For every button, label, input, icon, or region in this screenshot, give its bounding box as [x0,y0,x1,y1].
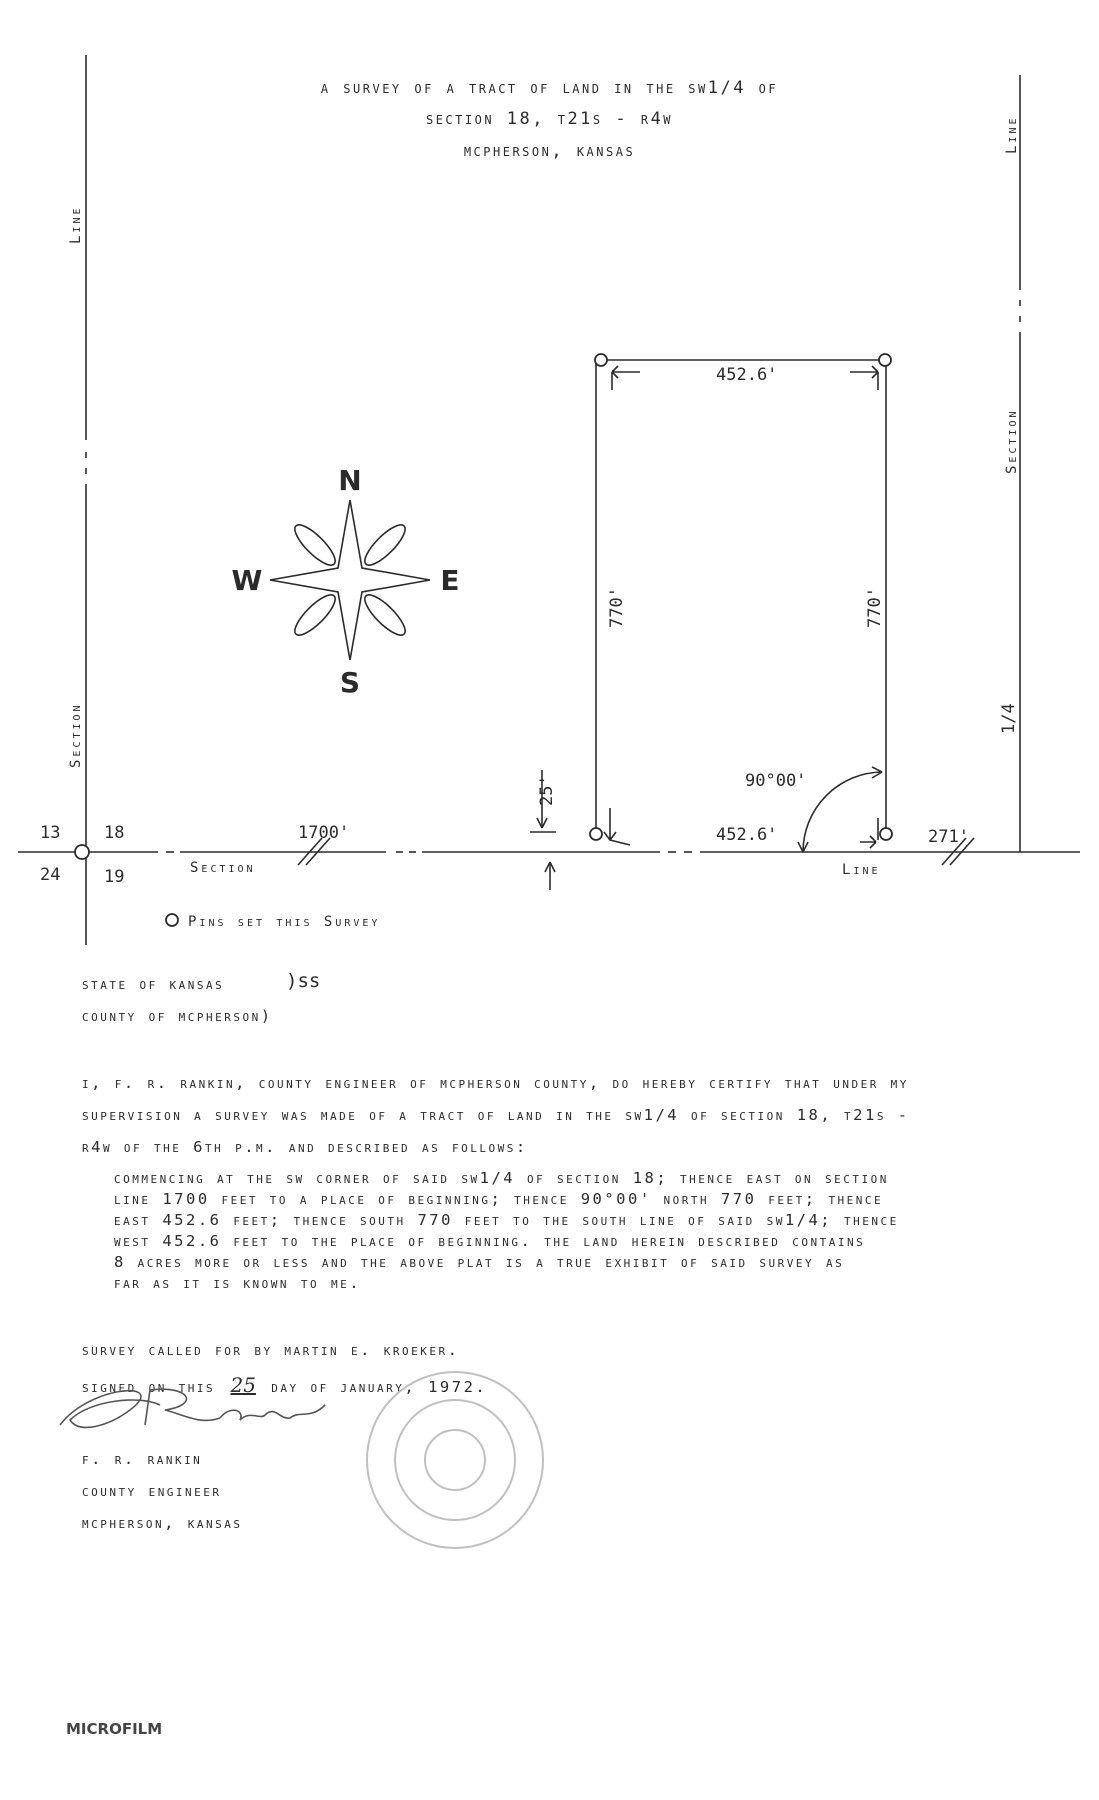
offset-dimension: 25' [537,775,557,806]
distance-1700: 1700' [298,823,350,843]
section-18: 18 [104,823,125,843]
venue-ss: )ss [286,970,321,992]
signed-day: 25 [230,1373,256,1397]
seal-icon [360,1365,550,1555]
section-24: 24 [40,865,61,885]
legend-label: Pins set this Survey [188,914,381,930]
west-dimension: 770' [607,587,627,628]
section-13: 13 [40,823,61,843]
section-19: 19 [104,867,125,887]
legend-pin-icon [166,914,178,926]
cert-line-2: supervision a survey was made of a tract of land in the sw1/4 of section 18, t21s - [82,1106,910,1124]
called-for: survey called for by martin e. kroeker. [82,1341,460,1359]
compass-w: W [231,564,263,597]
right-line-label: Line [1004,115,1020,154]
corner-arrow-sw [604,808,630,845]
compass-n: N [338,464,362,497]
distance-271: 271' [928,827,969,847]
signature-icon [50,1380,340,1440]
bottom-dimension: 452.6' [716,825,778,845]
desc-line-6: far as it is known to me. [114,1274,362,1292]
cert-line-1: i, f. r. rankin, county engineer of mcpherson county, do hereby certify that under my [82,1074,909,1092]
pin-ne-icon [879,354,891,366]
right-section-label: Section [1004,408,1020,474]
corner-arrow-se [860,818,878,848]
desc-line-2: line 1700 feet to a place of beginning; thence 90°00' north 770 feet; thence [114,1190,884,1208]
left-line-label: Line [68,205,84,244]
signer-name: f. r. rankin [82,1450,203,1468]
angle-arc [803,772,882,852]
signed-prefix: signed on this [82,1378,216,1396]
corner-arrow-ne [850,366,878,390]
venue-state: state of kansas [82,975,225,993]
compass-e: E [440,564,460,597]
title-line-1: a survey of a tract of land in the sw1/4 of [320,78,779,98]
angle-label: 90°00' [745,771,807,791]
desc-line-1: commencing at the sw corner of said sw1/4 of section 18; thence east on section [114,1169,889,1187]
east-dimension: 770' [865,587,885,628]
desc-line-5: 8 acres more or less and the above plat is a true exhibit of said survey as [114,1253,845,1271]
compass-rose-icon [270,500,430,660]
corner-arrow-nw [612,366,640,390]
compass-s: S [339,666,361,699]
baseline-line-label: Line [842,862,881,878]
cert-line-3: r4w of the 6th p.m. and described as follows: [82,1138,528,1156]
signed-suffix: day of january, 1972. [271,1378,488,1396]
title-line-2: section 18, t21s - r4w [425,109,674,129]
pin-se-icon [880,828,892,840]
desc-line-3: east 452.6 feet; thence south 770 feet to the south line of said sw1/4; thence [114,1211,899,1229]
microfilm-stamp: MICROFILM [66,1720,163,1738]
left-section-label: Section [68,702,84,768]
legal-description [114,1168,899,1294]
pin-nw-icon [595,354,607,366]
quarter-label: 1/4 [999,703,1019,734]
signer-role: county engineer [82,1482,222,1500]
top-dimension: 452.6' [716,365,778,385]
desc-line-4: west 452.6 feet to the place of beginning. the land herein described contains [114,1232,866,1250]
pin-sw-icon [590,828,602,840]
baseline-section-label: Section [190,860,256,876]
venue-county: county of mcpherson) [82,1007,273,1025]
section-corner-pin-icon [75,845,89,859]
signer-place: mcpherson, kansas [82,1514,243,1532]
title-line-3: mcpherson, kansas [463,141,636,161]
